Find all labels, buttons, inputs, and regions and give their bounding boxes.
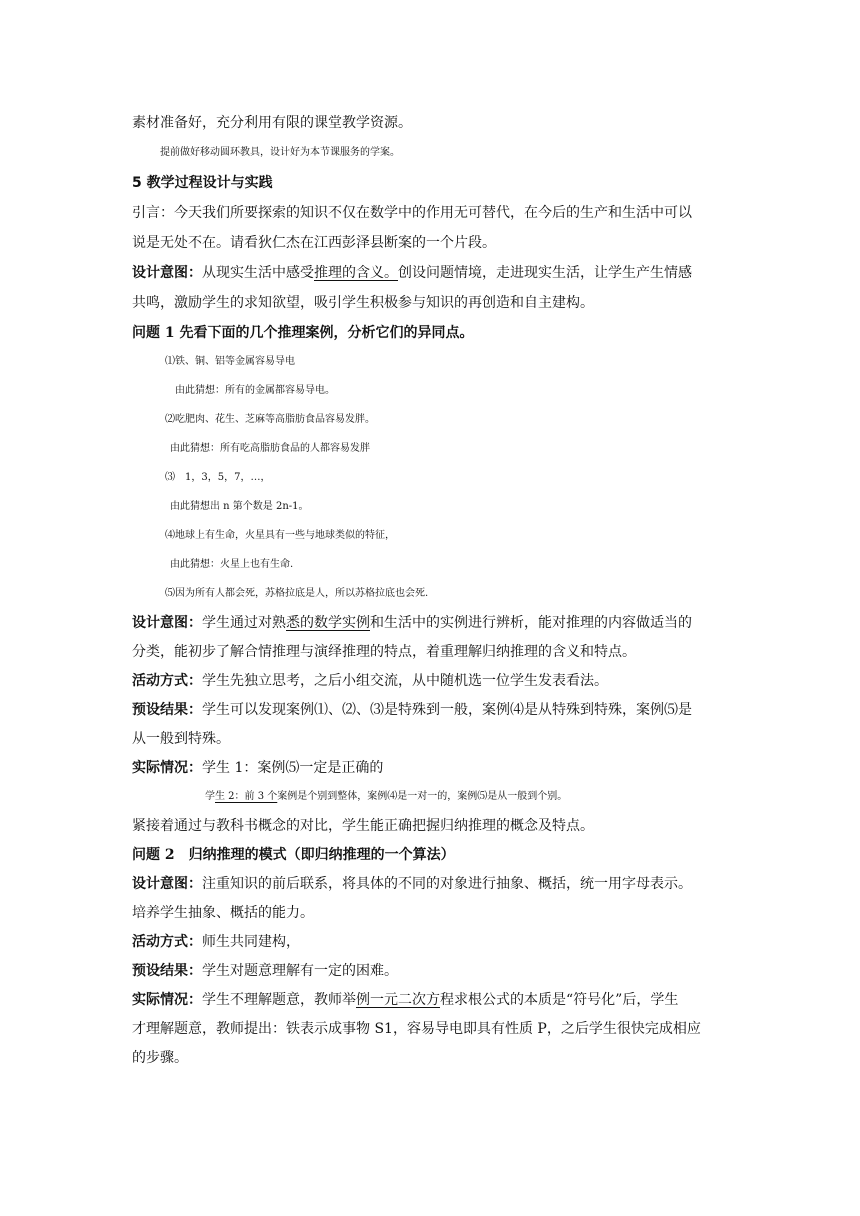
expected-result-line: 预设结果：学生对题意理解有一定的困难。 [132,963,398,979]
case-conjecture: 由此猜想：所有吃高脂肪食品的人都容易发胖 [170,443,370,454]
underlined-text: 例一元二次方 [356,992,440,1008]
case-conjecture: 由此猜想：火星上也有生命. [170,559,294,570]
paragraph-line: 分类，能初步了解合情推理与演绎推理的特点，着重理解归纳推理的含义和特点。 [132,644,636,660]
paragraph-line: 紧接着通过与教科书概念的对比，学生能正确把握归纳推理的概念及特点。 [132,818,594,834]
section-heading: 5 教学过程设计与实践 [132,175,273,191]
paragraph-line: 说是无处不在。请看狄仁杰在江西彭泽县断案的一个片段。 [132,235,496,251]
design-intent-label: 设计意图： [132,265,202,281]
actual-situation-line: 实际情况：学生不理解题意，教师举例一元二次方程求根公式的本质是“符号化”后，学生 [132,992,679,1008]
question-heading: 问题 1 先看下面的几个推理案例，分析它们的异同点。 [132,325,474,341]
actual-situation-line: 实际情况：学生 1：案例⑸一定是正确的 [132,760,384,776]
activity-line: 活动方式：师生共同建构， [132,934,300,950]
paragraph-line: 才理解题意，教师提出：铁表示成事物 S1，容易导电即具有性质 P，之后学生很快完成相应 [132,1021,701,1037]
case-item: ⑸因为所有人都会死，苏格拉底是人，所以苏格拉底也会死. [165,588,429,599]
expected-result-line: 预设结果：学生可以发现案例⑴、⑵、⑶是特殊到一般，案例⑷是从特殊到特殊，案例⑸是 [132,702,692,718]
activity-line: 活动方式：学生先独立思考，之后小组交流，从中随机选一位学生发表看法。 [132,673,608,689]
paragraph-line: 学生 2：前 3 个案例是个别到整体，案例⑷是一对一的，案例⑸是从一般到个别。 [205,791,568,802]
paragraph-line: 培养学生抽象、概括的能力。 [132,905,314,921]
case-item: ⑵吃肥肉、花生、芝麻等高脂肪食品容易发胖。 [165,414,375,425]
paragraph-line: 素材准备好，充分利用有限的课堂教学资源。 [132,115,412,131]
underlined-text: 推理的含义。 [314,265,398,281]
paragraph-line: 提前做好移动圆环教具，设计好为本节课服务的学案。 [160,147,400,158]
paragraph-line: 的步骤。 [132,1050,188,1066]
underlined-text: 悉的数学实例 [286,615,370,631]
case-item: ⑷地球上有生命，火星具有一些与地球类似的特征， [165,530,395,541]
case-conjecture: 由此猜想出 n 第个数是 2n-1。 [170,501,309,512]
paragraph-line: 从一般到特殊。 [132,731,230,747]
design-intent-line: 设计意图：从现实生活中感受推理的含义。创设问题情境，走进现实生活，让学生产生情感 [132,265,692,281]
paragraph-line: 引言：今天我们所要探索的知识不仅在数学中的作用无可替代，在今后的生产和生活中可以 [132,205,692,221]
paragraph-line: 共鸣，激励学生的求知欲望，吸引学生积极参与知识的再创造和自主建构。 [132,295,594,311]
case-conjecture: 由此猜想：所有的金属都容易导电。 [175,385,335,396]
design-intent-line: 设计意图：注重知识的前后联系，将具体的不同的对象进行抽象、概括，统一用字母表示。 [132,876,692,892]
case-item: ⑶ 1，3，5，7，…， [165,472,271,483]
underlined-text: 生 2：前 3 个 [215,791,278,802]
question-heading: 问题 2 归纳推理的模式（即归纳推理的一个算法） [132,847,455,863]
design-intent-line: 设计意图：学生通过对熟悉的数学实例和生活中的实例进行辨析，能对推理的内容做适当的 [132,615,692,631]
case-item: ⑴铁、铜、铝等金属容易导电 [165,356,295,367]
